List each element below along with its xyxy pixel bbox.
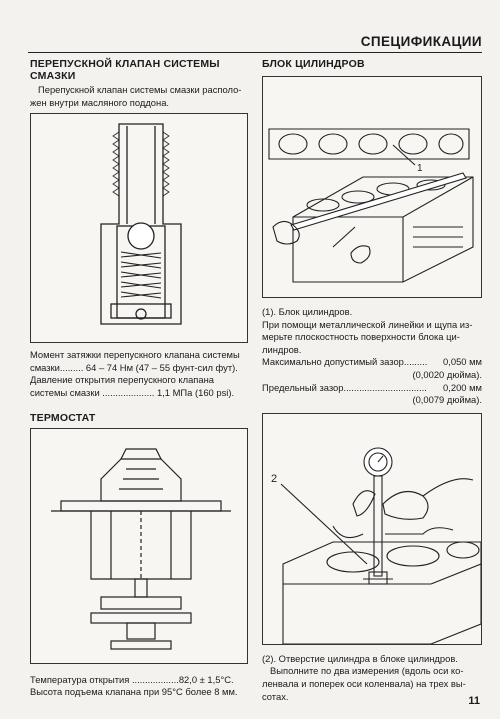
flatness-text-2: мерьте плоскостность поверхности блока ци- bbox=[262, 331, 460, 343]
thermostat-figure bbox=[30, 428, 248, 664]
torque-line-2: смазки......... 64 – 74 Нм (47 – 55 фунт-сил фут). bbox=[30, 361, 238, 373]
block-caption-2: (2). Отверстие цилиндра в блоке цилиндров. bbox=[262, 652, 458, 664]
torque-line-1: Момент затяжки перепускного клапана системы bbox=[30, 349, 240, 361]
flatness-text-1: При помощи металлической линейки и щупа из- bbox=[262, 318, 473, 330]
bypass-valve-drawing bbox=[31, 114, 247, 342]
page-number: 11 bbox=[468, 695, 480, 707]
limit-gap-value: 0,200 мм bbox=[443, 381, 482, 393]
callout-1-label: 1 bbox=[417, 163, 423, 174]
max-gap-row bbox=[262, 356, 482, 369]
thermostat-drawing bbox=[31, 429, 247, 663]
cylinder-block-figure-2 bbox=[262, 413, 482, 645]
max-gap-value: 0,050 мм bbox=[443, 356, 482, 368]
left-column bbox=[30, 58, 248, 699]
limit-gap-row bbox=[262, 382, 482, 395]
pressure-line-2: системы смазки .................... 1,1 МПа (160 psi). bbox=[30, 386, 235, 398]
valve-lift-line: Высота подъема клапана при 95°C более 8 мм. bbox=[30, 686, 238, 698]
flatness-text-3: линдров. bbox=[262, 343, 302, 355]
pressure-line-1: Давление открытия перепускного клапана bbox=[30, 374, 214, 386]
opening-temp-line: Температура открытия ..................82,0 ± 1,5°C. bbox=[30, 673, 234, 685]
max-gap-inch: (0,0020 дюйма). bbox=[412, 368, 482, 380]
thermostat-title: ТЕРМОСТАТ bbox=[30, 411, 96, 424]
bore-gauge-drawing bbox=[263, 414, 481, 644]
cylinder-block-figure-1 bbox=[262, 76, 482, 298]
max-gap-label: Максимально допустимый зазор......... bbox=[262, 356, 428, 368]
bore-text-2: ленвала и поперек оси коленвала) на трех вы- bbox=[262, 677, 466, 689]
bore-text-3: сотах. bbox=[262, 690, 289, 702]
bypass-intro-line-2: жен внутри масляного поддона. bbox=[30, 96, 170, 108]
bypass-intro-line-1: Перепускной клапан системы смазки располо- bbox=[38, 84, 242, 95]
callout-2-label: 2 bbox=[271, 472, 278, 485]
right-column bbox=[262, 58, 482, 703]
page-header-title: СПЕЦИФИКАЦИИ bbox=[360, 34, 482, 49]
limit-gap-label: Предельный зазор................................ bbox=[262, 381, 427, 393]
block-caption-1: (1). Блок цилиндров. bbox=[262, 306, 353, 317]
flatness-check-drawing bbox=[263, 77, 481, 297]
bypass-valve-title: ПЕРЕПУСКНОЙ КЛАПАН СИСТЕМЫ СМАЗКИ bbox=[30, 58, 220, 82]
limit-gap-inch: (0,0079 дюйма). bbox=[412, 394, 482, 406]
cylinder-block-title: БЛОК ЦИЛИНДРОВ bbox=[262, 58, 365, 70]
bore-text-1: Выполните по два измерения (вдоль оси ко- bbox=[270, 665, 464, 677]
bypass-valve-figure bbox=[30, 113, 248, 343]
header-rule bbox=[28, 52, 482, 53]
